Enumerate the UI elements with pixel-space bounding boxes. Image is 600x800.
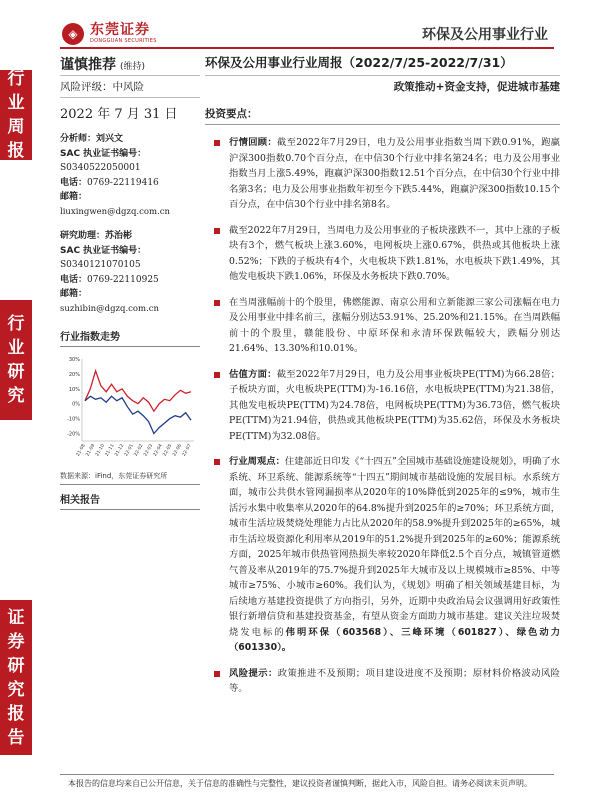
investment-points-list bbox=[205, 135, 560, 697]
sidetab-securities-report: 证 券 研 究 报 告 bbox=[0, 600, 32, 755]
series-line-1 bbox=[85, 396, 191, 433]
x-tick-label: 21-10 bbox=[95, 443, 107, 458]
y-tick-label: -20% bbox=[67, 431, 80, 438]
sidetab-weekly-report: 行 业 周 报 bbox=[0, 70, 32, 160]
y-tick-label: 30% bbox=[68, 357, 80, 363]
chart-svg bbox=[60, 349, 198, 469]
brand-name-en: DONGGUAN SECURITIES bbox=[90, 38, 157, 44]
point-lead: 行情回顾： bbox=[229, 137, 277, 148]
x-tick-label: 22-02 bbox=[133, 443, 145, 458]
analyst-name: 刘兴文 bbox=[96, 134, 124, 144]
brand-name-cn: 东莞证券 bbox=[90, 22, 150, 38]
x-tick-label: 22-05 bbox=[162, 443, 174, 458]
sidetab-industry-research: 行 业 研 究 bbox=[0, 300, 32, 420]
assistant-email-label: 邮箱： bbox=[60, 289, 88, 299]
analyst-sac-label: SAC 执业证书编号： bbox=[60, 148, 147, 159]
investment-point bbox=[205, 367, 560, 445]
assistant-email[interactable]: suzhibin@dgzq.com.cn bbox=[60, 303, 160, 314]
analyst-tel: 0769-22119416 bbox=[87, 177, 159, 188]
related-reports-title: 相关报告 bbox=[60, 491, 200, 510]
header-divider bbox=[60, 47, 554, 49]
analyst-tel-label: 电话： bbox=[60, 177, 88, 188]
analyst-block bbox=[60, 132, 200, 316]
investment-point bbox=[205, 454, 560, 656]
assistant-name-label: 研究助理： bbox=[60, 231, 106, 241]
x-tick-label: 21-12 bbox=[114, 443, 126, 458]
industry-index-chart bbox=[60, 349, 198, 469]
report-title: 环保及公用事业行业周报（2022/7/25-2022/7/31） bbox=[205, 50, 560, 76]
point-tail: 伟明环保（603568）、三峰环境（601827）、绿色动力（601330）。 bbox=[229, 626, 560, 653]
assistant-name: 苏治彬 bbox=[105, 231, 133, 241]
chart-title: 行业指数走势 bbox=[60, 328, 200, 347]
y-tick-label: 20% bbox=[68, 371, 80, 378]
point-body: 在当周涨幅前十的个股里，佛燃能源、南京公用和立新能源三家公司涨幅在电力及公用事业中排名前三，涨幅分别达53.91%、25.20%和21.15%。在当周跌幅前十的个股里，赣能股份、中原环保和永清环保跌幅较大，跌幅分别达21.64%、13.30%和10.01%。 bbox=[229, 296, 560, 354]
point-body: 截至2022年7月29日，当周电力及公用事业的子板块涨跌不一，其中上涨的子板块有3个，燃气板块上涨3.60%，电网板块上涨0.67%，供热或其他板块上涨0.52%；下跌的子板块有4个，火电板块下跌1.81%，水电板块下跌1.49%，其他发电板块下跌1.06%，环保及水务板块下跌0.70%。 bbox=[229, 224, 560, 282]
report-subtitle: 政策推动+资金支持，促进城市基建 bbox=[393, 81, 560, 93]
point-lead: 估值方面： bbox=[229, 368, 277, 380]
point-body: 截至2022年7月29日，电力及公用事业指数当周下跌0.91%，跑赢沪深300指数0.70个百分点，在中信30个行业中排名第24名；电力及公用事业指数当月上涨5.49%，跑赢沪深300指数12.51个百分点，在中信30个行业中排名第3名；电力及公用事业指数年初至今下跌5.44%，跑赢沪深300指数10.15个百分点，在中信30个行业中排名第8名。 bbox=[229, 137, 560, 210]
footer-disclaimer: 本报告的信息均来自已公开信息，关于信息的准确性与完整性，建议投资者谨慎判断，据此入市，风险自担。请务必阅读末页声明。 bbox=[68, 779, 532, 788]
point-lead: 风险提示： bbox=[229, 667, 278, 679]
x-tick-label: 22-07 bbox=[181, 443, 193, 458]
x-tick-label: 22-03 bbox=[143, 443, 155, 458]
assistant-tel: 0769-22110925 bbox=[87, 274, 159, 285]
report-date: 2022 年 7 月 31 日 bbox=[60, 107, 178, 122]
investment-rating: 谨慎推荐 bbox=[60, 57, 116, 73]
y-tick-label: 0% bbox=[72, 401, 80, 408]
x-tick-label: 21-11 bbox=[104, 443, 116, 458]
point-body: 住建部近日印发《“十四五”全国城市基础设施建设规划》，明确了水系统、环卫系统、能源系统等“十四五”期间城市基础设施的发展目标。水系统方面，城市公共供水管网漏损率从2020年的10%降低到2025年的≤9%，城市生活污水集中收集率从2020年的64.8%提升到2025年的≥70%；环卫系统方面，城市生活垃圾焚烧处理能力占比从2020年的58.9%提升到2025年的≥65%，城市生活垃圾资源化利用率从2019年的51.2%提升到2025年的≥60%；能源系统方面，2025年城市供热管网热损失率较2020年降低2.5个百分点，城镇管道燃气普及率从2019年的75.7%提升到2025年大城市及以上规模城市≥85%、中等城市≥75%、小城市≥60%。我们认为，《规划》明确了相关领域基建目标，为后续地方基建投资提供了方向指引，另外，近期中央政治局会议强调用好政策性银行新增信贷和基建投资基金，有望从资金方面助力城市基建。建议关注垃圾焚烧发电标的 bbox=[229, 456, 560, 638]
y-tick-label: 10% bbox=[68, 386, 80, 393]
analyst-email-label: 邮箱： bbox=[60, 192, 88, 202]
footer-divider bbox=[60, 774, 554, 775]
investment-points-title: 投资要点： bbox=[205, 106, 560, 125]
investment-point bbox=[205, 666, 560, 697]
x-tick-label: 21-09 bbox=[85, 443, 97, 458]
left-column bbox=[60, 50, 200, 510]
x-tick-label: 21-08 bbox=[75, 443, 87, 458]
investment-point bbox=[205, 223, 560, 285]
point-lead: 行业周观点： bbox=[229, 456, 285, 467]
assistant-sac: S0340121070105 bbox=[60, 260, 141, 270]
analyst-email[interactable]: liuxingwen@dgzq.com.cn bbox=[60, 206, 170, 217]
chart-source: 数据来源：iFind，东莞证券研究所 bbox=[60, 469, 200, 485]
right-column bbox=[205, 50, 560, 697]
risk-rating: 风险评级：中风险 bbox=[60, 76, 200, 98]
header-industry: 环保及公用事业行业 bbox=[422, 27, 548, 43]
analyst-name-label: 分析师： bbox=[60, 134, 97, 144]
brand-logo bbox=[62, 22, 157, 45]
investment-point bbox=[205, 135, 560, 213]
point-body: 政策推进不及预期；项目建设进度不及预期；原材料价格波动风险等。 bbox=[229, 667, 560, 694]
rating-row bbox=[60, 50, 200, 76]
assistant-tel-label: 电话： bbox=[60, 274, 88, 285]
y-tick-label: -10% bbox=[67, 416, 80, 423]
investment-point bbox=[205, 295, 560, 357]
assistant-sac-label: SAC 执业证书编号： bbox=[60, 245, 147, 256]
series-line-0 bbox=[85, 371, 191, 411]
x-tick-label: 22-04 bbox=[152, 443, 164, 458]
rating-status: (维持) bbox=[120, 62, 146, 72]
analyst-sac: S0340522050001 bbox=[60, 163, 141, 173]
x-tick-label: 22-01 bbox=[124, 443, 135, 458]
logo-emblem-icon: ◈ bbox=[62, 23, 84, 45]
x-tick-label: 22-06 bbox=[172, 443, 184, 458]
point-body: 截至2022年7月29日，电力及公用事业板块PE(TTM)为66.28倍；子板块方面，火电板块PE(TTM)为-16.16倍，水电板块PE(TTM)为21.38倍，其他发电板块PE(TTM)为24.78倍，电网板块PE(TTM)为36.73倍，燃气板块PE(TTM)为21.94倍，供热或其他板块PE(TTM)为35.62倍，环保及水务板块PE(TTM)为32.08倍。 bbox=[229, 368, 560, 442]
